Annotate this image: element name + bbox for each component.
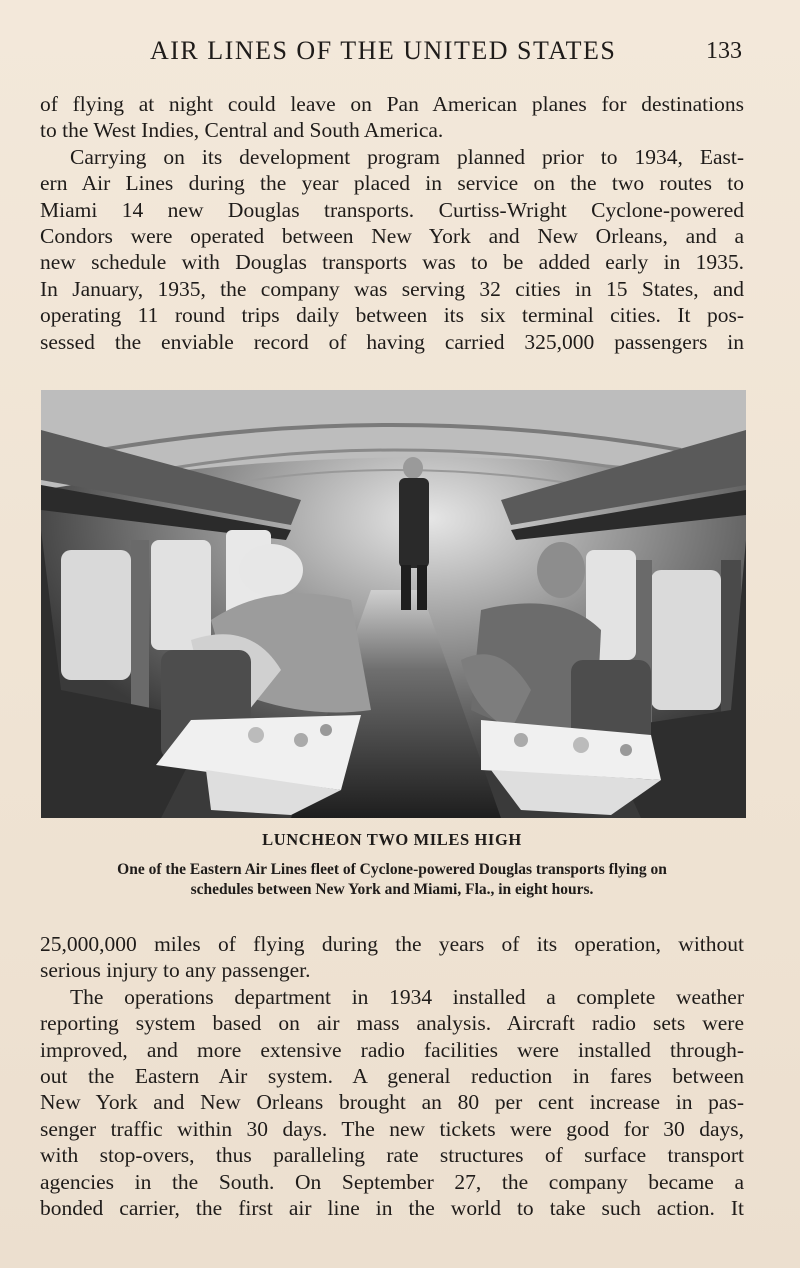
text-line: of flying at night could leave on Pan American planes for destinations bbox=[40, 92, 744, 116]
caption-line: schedules between New York and Miami, Fla., in eight hours. bbox=[190, 881, 594, 898]
text-line: The operations department in 1934 installed a complete weather bbox=[70, 984, 744, 1009]
text-line: Condors were operated between New York and New Orleans, and a bbox=[40, 224, 744, 249]
page-header bbox=[40, 36, 742, 76]
text-line: Carrying on its development program planned prior to 1934, East- bbox=[70, 144, 744, 169]
text-line: to the West Indies, Central and South America. bbox=[40, 118, 444, 143]
figure-caption-text bbox=[40, 860, 744, 900]
text-line: with stop-overs, thus paralleling rate structures of surface transport bbox=[40, 1143, 744, 1168]
text-line: ern Air Lines during the year placed in service on the two routes to bbox=[40, 171, 744, 196]
text-line: 25,000,000 miles of flying during the years of its operation, without bbox=[40, 932, 744, 956]
text-line: serious injury to any passenger. bbox=[40, 958, 311, 983]
running-title: AIR LINES OF THE UNITED STATES bbox=[150, 36, 617, 65]
text-line: reporting system based on air mass analysis. Aircraft radio sets were bbox=[40, 1011, 744, 1036]
text-line: improved, and more extensive radio facilities were installed through- bbox=[40, 1037, 744, 1062]
figure-caption-title: LUNCHEON TWO MILES HIGH bbox=[262, 830, 522, 849]
text-line: Miami 14 new Douglas transports. Curtiss-Wright Cyclone-powered bbox=[40, 197, 744, 222]
text-line: agencies in the South. On September 27, the company became a bbox=[40, 1169, 744, 1194]
text-line: operating 11 round trips daily between its six terminal cities. It pos- bbox=[40, 303, 744, 328]
text-line: new schedule with Douglas transports was to be added early in 1935. bbox=[40, 250, 744, 275]
cabin-photo-illustration bbox=[41, 390, 746, 818]
caption-line: One of the Eastern Air Lines fleet of Cyclone-powered Douglas transports flying on bbox=[117, 861, 667, 878]
paragraph-continued-2 bbox=[40, 931, 744, 984]
text-line: out the Eastern Air system. A general reduction in fares between bbox=[40, 1064, 744, 1089]
cabin-photograph bbox=[41, 390, 746, 818]
text-line: sessed the enviable record of having carried 325,000 passengers in bbox=[40, 329, 744, 354]
top-text-block bbox=[40, 91, 744, 355]
text-line: bonded carrier, the first air line in the world to take such action. It bbox=[40, 1196, 744, 1221]
page-number: 133 bbox=[706, 38, 742, 64]
paragraph-eastern-air-lines bbox=[40, 144, 744, 355]
paragraph-continued bbox=[40, 91, 744, 144]
text-line: New York and New Orleans brought an 80 per cent increase in pas- bbox=[40, 1090, 744, 1115]
text-line: senger traffic within 30 days. The new tickets were good for 30 days, bbox=[40, 1116, 744, 1141]
text-line: In January, 1935, the company was serving 32 cities in 15 States, and bbox=[40, 276, 744, 301]
bottom-text-block bbox=[40, 931, 744, 1221]
paragraph-operations bbox=[40, 984, 744, 1222]
